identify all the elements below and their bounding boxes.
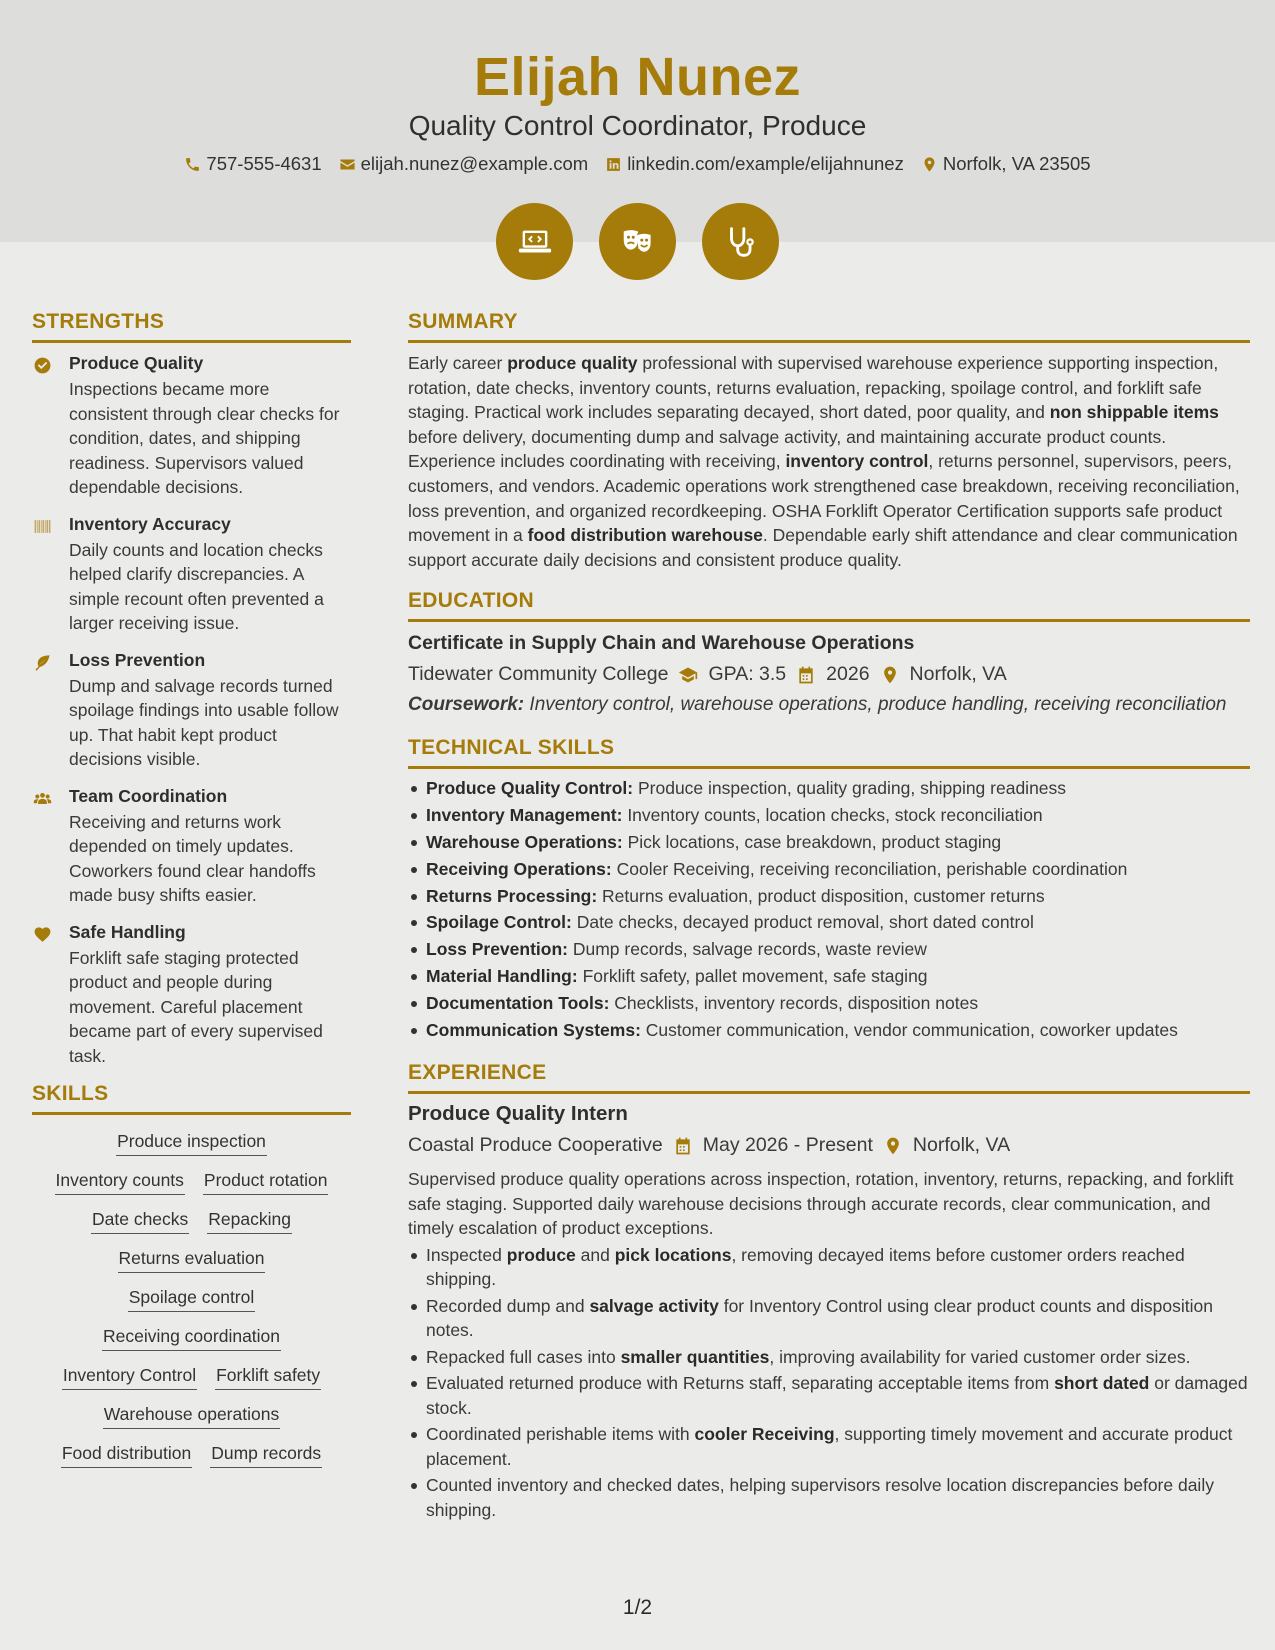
position-location: Norfolk, VA <box>912 1134 1011 1157</box>
list-item <box>408 1371 1250 1420</box>
theater-masks-badge <box>599 203 676 280</box>
strengths-heading: STRENGTHS <box>32 310 351 343</box>
skill-tag: Product rotation <box>203 1170 329 1195</box>
strength-title: Loss Prevention <box>69 649 206 670</box>
skill-tag: Receiving coordination <box>102 1326 281 1351</box>
list-item <box>408 936 1250 963</box>
strength-text: Inspections became more consistent through clear checks for condition, dates, and shipping readiness. Supervisors valued dependable decisions. <box>69 379 340 497</box>
skill-tag: Repacking <box>207 1209 292 1234</box>
skill-values: Produce inspection, quality grading, shipping readiness <box>637 778 1067 799</box>
contact-bar <box>0 153 1275 175</box>
bullet-text: for Inventory Control using clear product counts and disposition notes. <box>426 1295 1214 1341</box>
bullet-text: Evaluated returned produce with Returns staff, separating acceptable items from <box>426 1373 1055 1394</box>
strength-item <box>32 922 351 1069</box>
summary-part: . Dependable early shift attendance and clear communication support accurate daily decisions and consistent produce quality. <box>408 525 1238 570</box>
skill-values: Date checks, decayed product removal, short dated control <box>576 912 1034 933</box>
summary-keyword: produce quality <box>507 353 638 373</box>
laptop-code-badge <box>496 203 573 280</box>
phone-icon <box>184 156 201 173</box>
strength-item <box>32 786 351 908</box>
summary-keyword: non shippable items <box>1049 402 1219 423</box>
skills-section <box>32 1082 351 1468</box>
candidate-name: Elijah Nunez <box>473 47 802 107</box>
right-column <box>408 310 1250 1524</box>
strength-title: Team Coordination <box>69 785 228 806</box>
strength-text: Daily counts and location checks helped clarify discrepancies. A simple recount often prevented a larger receiving issue. <box>69 539 324 633</box>
skill-category: Documentation Tools: <box>426 992 610 1013</box>
skill-values: Inventory counts, location checks, stock reconciliation <box>627 805 1043 826</box>
linkedin-icon <box>605 156 622 173</box>
leaf-icon <box>32 653 53 672</box>
left-column <box>32 310 351 1482</box>
skill-tag: Returns evaluation <box>118 1248 266 1273</box>
summary-keyword: food distribution warehouse <box>527 525 763 546</box>
degree-title: Certificate in Supply Chain and Warehouse Operations <box>408 632 915 655</box>
skill-category: Produce Quality Control: <box>426 778 634 799</box>
technical-skills-heading: TECHNICAL SKILLS <box>408 736 1250 769</box>
strength-text: Forklift safe staging protected product and people during movement. Careful placement became part of every supervised task. <box>69 947 323 1066</box>
skill-category: Communication Systems: <box>426 1019 641 1040</box>
skill-values: Customer communication, vendor communication, coworker updates <box>645 1019 1178 1040</box>
graduation-cap-icon <box>678 665 698 685</box>
job-title: Quality Control Coordinator, Produce <box>408 110 867 141</box>
calendar-icon <box>673 1136 693 1156</box>
calendar-icon <box>796 665 816 685</box>
strength-title: Safe Handling <box>69 921 186 942</box>
coursework-label: Coursework: <box>408 694 525 716</box>
bullet-text: or damaged stock. <box>426 1373 1248 1418</box>
map-pin-icon <box>883 1136 903 1156</box>
bullet-text: , improving availability for varied customer order sizes. <box>769 1346 1191 1367</box>
strength-item <box>32 514 351 636</box>
bullet-text: Inspected <box>426 1244 507 1265</box>
contact-location <box>921 153 1091 175</box>
list-item <box>408 963 1250 990</box>
phone-text: 757-555-4631 <box>206 153 322 174</box>
skill-category: Receiving Operations: <box>426 858 612 879</box>
skill-category: Returns Processing: <box>426 885 598 906</box>
position-meta <box>408 1134 1250 1157</box>
company-name: Coastal Produce Cooperative <box>408 1134 663 1157</box>
check-circle-icon <box>32 356 53 375</box>
skill-values: Pick locations, case breakdown, product staging <box>627 831 1002 852</box>
technical-skills-list <box>408 775 1250 1043</box>
strength-title: Produce Quality <box>69 353 204 373</box>
bullet-text: Counted inventory and checked dates, helping supervisors resolve location discrepancies before daily shipping. <box>426 1475 1214 1520</box>
stethoscope-icon <box>722 223 760 261</box>
list-item <box>408 1473 1250 1522</box>
bullet-keyword: smaller quantities <box>620 1346 770 1367</box>
heart-icon <box>32 925 53 944</box>
summary-part: , returns personnel, supervisors, peers, customers, and vendors. Academic operations work strengthened case breakdown, receiving reconciliation, loss prevention, and organized recordkeeping. OSHA Forklift Operator Certification supports safe product movement in a <box>408 451 1240 546</box>
school-location: Norfolk, VA <box>909 663 1007 686</box>
email-text: elijah.nunez@example.com <box>360 153 589 174</box>
experience-heading: EXPERIENCE <box>408 1061 1250 1094</box>
bullet-text: , supporting timely movement and accurate product placement. <box>426 1424 1233 1469</box>
list-item <box>408 1243 1250 1292</box>
skill-values: Checklists, inventory records, disposition notes <box>614 992 979 1013</box>
skill-tag: Date checks <box>91 1209 189 1234</box>
skill-tag: Inventory counts <box>55 1170 185 1195</box>
bullet-keyword: salvage activity <box>589 1295 719 1316</box>
strength-title: Inventory Accuracy <box>69 513 231 534</box>
skill-category: Spoilage Control: <box>426 912 572 933</box>
skill-tag: Food distribution <box>61 1443 192 1468</box>
skill-tag: Forklift safety <box>215 1365 321 1390</box>
summary-keyword: inventory control <box>785 451 929 472</box>
skill-tag: Dump records <box>210 1443 322 1468</box>
skill-tag: Produce inspection <box>116 1131 267 1156</box>
graduation-year: 2026 <box>826 663 870 686</box>
location-text: Norfolk, VA 23505 <box>942 153 1091 174</box>
stethoscope-badge <box>702 203 779 280</box>
skill-category: Loss Prevention: <box>426 939 568 960</box>
list-item <box>408 829 1250 856</box>
gpa-text: GPA: 3.5 <box>708 663 787 686</box>
bullet-text: , removing decayed items before customer orders reached shipping. <box>426 1244 1185 1290</box>
summary-part: before delivery, documenting dump and salvage activity, and maintaining accurate product counts. Experience includes coordinating with receiving, <box>408 426 1167 472</box>
summary-part: professional with supervised warehouse experience supporting inspection, rotation, date checks, inventory counts, returns evaluation, repacking, spoilage control, and forklift safe staging. Practical work includes separating decayed, short dated, poor quality, and <box>408 353 1219 423</box>
school-name: Tidewater Community College <box>408 663 669 686</box>
skills-heading: SKILLS <box>32 1082 351 1115</box>
summary-text <box>408 351 1250 572</box>
position-title: Produce Quality Intern <box>408 1102 628 1126</box>
skill-tag: Inventory Control <box>62 1365 197 1390</box>
summary-part: Early career <box>408 353 508 373</box>
map-pin-icon <box>880 665 900 685</box>
bullet-text: Coordinated perishable items with <box>426 1424 695 1445</box>
strength-text: Receiving and returns work depended on timely updates. Coworkers found clear handoffs made busy shifts easier. <box>69 811 316 905</box>
list-item <box>408 909 1250 936</box>
experience-bullets <box>408 1243 1250 1523</box>
bullet-keyword: produce <box>506 1244 576 1265</box>
bullet-text: Recorded dump and <box>426 1295 590 1316</box>
skill-values: Forklift safety, pallet movement, safe staging <box>582 965 928 986</box>
skill-tag: Warehouse operations <box>103 1404 280 1429</box>
list-item <box>408 802 1250 829</box>
list-item <box>408 856 1250 883</box>
list-item <box>408 1422 1250 1471</box>
laptop-code-icon <box>516 223 554 261</box>
theater-masks-icon <box>619 223 657 261</box>
barcode-icon <box>32 517 53 536</box>
list-item <box>408 990 1250 1017</box>
skill-category: Material Handling: <box>426 965 578 986</box>
strength-text: Dump and salvage records turned spoilage findings into usable follow up. That habit kept product decisions visible. <box>69 675 339 769</box>
envelope-icon <box>339 156 356 173</box>
bullet-keyword: cooler Receiving <box>694 1424 835 1445</box>
skill-category: Inventory Management: <box>426 805 623 826</box>
list-item <box>408 883 1250 910</box>
contact-email[interactable] <box>339 153 589 175</box>
strength-item <box>32 353 351 500</box>
bullet-text: and <box>575 1244 615 1265</box>
interest-badges <box>0 203 1275 280</box>
skill-values: Cooler Receiving, receiving reconciliation, perishable coordination <box>616 858 1128 879</box>
bullet-keyword: short dated <box>1054 1373 1150 1394</box>
list-item <box>408 1017 1250 1044</box>
bullet-text: Repacked full cases into <box>426 1346 621 1367</box>
users-icon <box>32 789 53 808</box>
strength-item <box>32 650 351 772</box>
summary-heading: SUMMARY <box>408 310 1250 343</box>
page-number: 1/2 <box>622 1596 653 1619</box>
contact-phone[interactable] <box>184 153 321 175</box>
list-item <box>408 775 1250 802</box>
contact-linkedin[interactable] <box>605 153 904 175</box>
bullet-keyword: pick locations <box>614 1244 732 1265</box>
linkedin-text: linkedin.com/example/elijahnunez <box>627 153 904 174</box>
map-pin-icon <box>921 156 938 173</box>
list-item <box>408 1294 1250 1343</box>
skill-tag: Spoilage control <box>128 1287 256 1312</box>
skill-values: Dump records, salvage records, waste review <box>572 939 927 960</box>
education-meta <box>408 663 1250 686</box>
skill-values: Returns evaluation, product disposition, customer returns <box>602 885 1045 906</box>
list-item <box>408 1345 1250 1370</box>
coursework-text: Inventory control, warehouse operations, produce handling, receiving reconciliation <box>529 694 1227 716</box>
position-description: Supervised produce quality operations across inspection, rotation, inventory, returns, repacking, and forklift safe staging. Supported daily warehouse decisions through accurate records, clear communication, and timely escalation of product exceptions. <box>408 1169 1234 1239</box>
coursework <box>408 693 1250 717</box>
position-dates: May 2026 - Present <box>702 1134 873 1157</box>
education-heading: EDUCATION <box>408 589 1250 622</box>
skill-category: Warehouse Operations: <box>426 831 623 852</box>
